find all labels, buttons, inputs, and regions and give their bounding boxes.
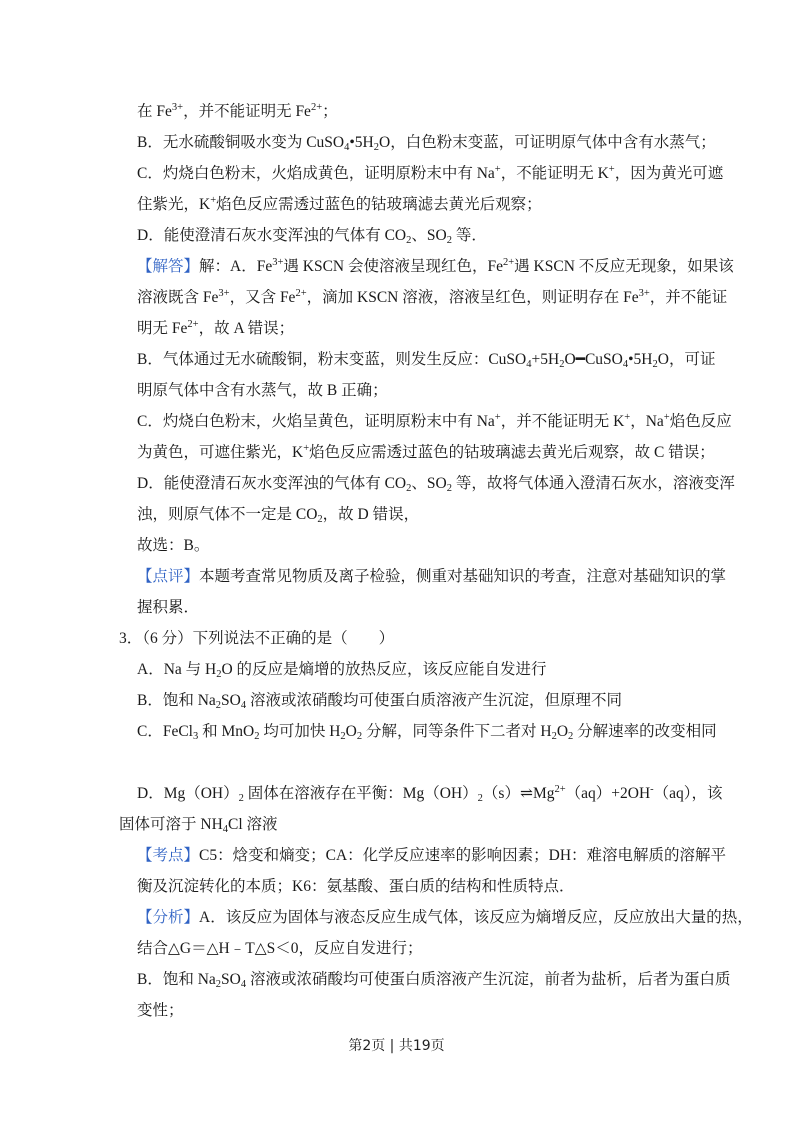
text-line bbox=[0, 313, 793, 344]
subscript: 2 bbox=[568, 731, 574, 742]
text-segment: 、SO bbox=[411, 475, 447, 492]
text-segment: 固体可溶于 NH bbox=[119, 816, 223, 833]
text-segment: 焰色反应 bbox=[669, 413, 732, 430]
subscript: 4 bbox=[622, 359, 629, 370]
text-line bbox=[0, 406, 793, 437]
subscript: 2 bbox=[406, 483, 412, 494]
text-segment: C5：焓变和熵变；CA：化学反应速率的影响因素；DH：难溶电解质的溶解平 bbox=[199, 847, 727, 864]
text-line bbox=[0, 592, 793, 623]
superscript: + bbox=[663, 412, 670, 423]
superscript: 2+ bbox=[554, 784, 566, 795]
text-segment: ，并不能证 bbox=[649, 289, 728, 306]
subscript: 4 bbox=[240, 700, 247, 711]
subscript: 2 bbox=[652, 359, 658, 370]
text-line bbox=[0, 840, 793, 871]
text-line bbox=[0, 437, 793, 468]
text-segment: D．Mg（OH） bbox=[137, 785, 239, 802]
subscript: 2 bbox=[254, 731, 260, 742]
text-segment: B．气体通过无水硫酸铜，粉末变蓝，则发生反应：CuSO bbox=[137, 351, 527, 368]
text-segment: 解：A．Fe bbox=[199, 258, 273, 275]
text-line bbox=[0, 158, 793, 189]
text-segment: 溶液或浓硝酸均可使蛋白质溶液产生沉淀，前者为盐析，后者为蛋白质 bbox=[246, 971, 731, 988]
text-segment: ； bbox=[322, 103, 338, 120]
text-segment: 住紫光，K bbox=[137, 196, 211, 213]
section-label: 【点评】 bbox=[137, 568, 200, 585]
text-segment: A．Na 与 H bbox=[137, 661, 217, 678]
subscript: 2 bbox=[340, 731, 346, 742]
text-segment: C．FeCl bbox=[137, 723, 193, 740]
text-segment: 分解，同等条件下二者对 H bbox=[362, 723, 552, 740]
text-segment: 焰色反应需透过蓝色的钴玻璃滤去黄光后观察，故 C 错误； bbox=[309, 444, 715, 461]
subscript: 2 bbox=[551, 731, 557, 742]
text-segment: ，Na bbox=[630, 413, 664, 430]
subscript: 2 bbox=[215, 979, 222, 990]
text-segment: O bbox=[345, 723, 357, 740]
subscript: 2 bbox=[317, 514, 323, 525]
text-segment: A．该反应为固体与液态反应生成气体，该反应为熵增反应，反应放出大量的热， bbox=[199, 909, 753, 926]
subscript: 2 bbox=[216, 669, 222, 680]
text-segment: ，故 D 错误， bbox=[322, 506, 420, 523]
subscript: 3 bbox=[192, 731, 199, 742]
text-segment: O━CuSO bbox=[564, 351, 623, 368]
text-segment: 为黄色，可遮住紫光，K bbox=[137, 444, 304, 461]
text-segment: （s）⇌Mg bbox=[482, 785, 555, 802]
superscript: 3+ bbox=[272, 257, 284, 268]
text-line bbox=[0, 623, 793, 654]
text-segment: （aq），该 bbox=[653, 785, 723, 802]
text-segment: 浊，则原气体不一定是 CO bbox=[137, 506, 318, 523]
text-line bbox=[0, 778, 793, 809]
text-line bbox=[0, 654, 793, 685]
text-segment: 等，故将气体通入澄清石灰水，溶液变浑 bbox=[451, 475, 735, 492]
text-segment: ，又含 Fe bbox=[229, 289, 296, 306]
subscript: 4 bbox=[344, 142, 350, 153]
text-segment: 故选：B。 bbox=[137, 537, 210, 554]
text-segment: 3．（6 分）下列说法不正确的是（ ） bbox=[119, 630, 395, 647]
text-segment: 明原气体中含有水蒸气，故 B 正确； bbox=[137, 382, 388, 399]
section-label: 【解答】 bbox=[137, 258, 200, 275]
superscript: + bbox=[210, 195, 217, 206]
text-line bbox=[0, 995, 793, 1026]
text-segment: +5H bbox=[531, 351, 560, 368]
subscript: 2 bbox=[446, 483, 452, 494]
text-segment: 和 MnO bbox=[198, 723, 255, 740]
text-segment: B．饱和 Na bbox=[137, 971, 216, 988]
text-segment: O，白色粉末变蓝，可证明原气体中含有水蒸气； bbox=[379, 134, 716, 151]
text-segment: 固体在溶液存在平衡：Mg（OH） bbox=[243, 785, 478, 802]
page-footer: 第2页 | 共19页 bbox=[348, 1038, 445, 1054]
subscript: 4 bbox=[526, 359, 532, 370]
superscript: 3+ bbox=[218, 288, 230, 299]
text-segment: 遇 KSCN 不反应无现象，如果该 bbox=[514, 258, 734, 275]
text-line bbox=[0, 933, 793, 964]
superscript: + bbox=[624, 412, 631, 423]
text-line bbox=[0, 747, 793, 778]
subscript: 4 bbox=[222, 824, 229, 835]
subscript: 2 bbox=[215, 700, 222, 711]
text-segment: SO bbox=[221, 692, 241, 709]
text-line bbox=[0, 375, 793, 406]
text-segment: 溶液既含 Fe bbox=[137, 289, 219, 306]
text-line bbox=[0, 902, 793, 933]
superscript: 2+ bbox=[310, 102, 323, 113]
text-segment: （aq）+2OH bbox=[565, 785, 651, 802]
text-segment: •5H bbox=[349, 134, 374, 151]
text-segment: 本题考查常见物质及离子检验，侧重对基础知识的考查，注意对基础知识的掌 bbox=[199, 568, 727, 585]
text-segment: B．饱和 Na bbox=[137, 692, 216, 709]
text-line bbox=[0, 964, 793, 995]
superscript: + bbox=[608, 164, 615, 175]
subscript: 2 bbox=[238, 793, 244, 804]
text-line bbox=[0, 871, 793, 902]
text-segment: SO bbox=[221, 971, 241, 988]
text-segment: ，滴加 KSCN 溶液，溶液呈红色，则证明存在 Fe bbox=[306, 289, 639, 306]
text-line bbox=[0, 499, 793, 530]
text-segment: 明无 Fe bbox=[137, 320, 188, 337]
superscript: + bbox=[303, 443, 310, 454]
superscript: + bbox=[494, 164, 501, 175]
text-segment: D．能使澄清石灰水变浑浊的气体有 CO bbox=[137, 227, 407, 244]
subscript: 2 bbox=[446, 235, 452, 246]
text-line bbox=[0, 685, 793, 716]
text-segment: 均可加快 H bbox=[259, 723, 341, 740]
subscript: 2 bbox=[559, 359, 565, 370]
text-segment: 焰色反应需透过蓝色的钴玻璃滤去黄光后观察； bbox=[216, 196, 542, 213]
text-line bbox=[0, 282, 793, 313]
text-line bbox=[0, 96, 793, 127]
text-segment: C．灼烧白色粉末，火焰呈黄色，证明原粉末中有 Na bbox=[137, 413, 495, 430]
superscript: + bbox=[494, 412, 501, 423]
subscript: 2 bbox=[373, 142, 379, 153]
text-segment: 溶液或浓硝酸均可使蛋白质溶液产生沉淀，但原理不同 bbox=[246, 692, 623, 709]
section-label: 【考点】 bbox=[137, 847, 200, 864]
text-segment: 等． bbox=[451, 227, 487, 244]
subscript: 2 bbox=[356, 731, 363, 742]
text-segment: Cl 溶液 bbox=[228, 816, 278, 833]
text-line bbox=[0, 561, 793, 592]
text-segment: O 的反应是熵增的放热反应，该反应能自发进行 bbox=[221, 661, 547, 678]
text-segment: 衡及沉淀转化的本质；K6：氨基酸、蛋白质的结构和性质特点． bbox=[137, 878, 575, 895]
text-line bbox=[0, 344, 793, 375]
text-segment: O，可证 bbox=[657, 351, 716, 368]
section-label: 【分析】 bbox=[137, 909, 200, 926]
superscript: - bbox=[650, 784, 654, 795]
text-line bbox=[0, 251, 793, 282]
text-line bbox=[0, 530, 793, 561]
text-segment: O bbox=[556, 723, 569, 740]
text-segment: 分解速率的改变相同 bbox=[573, 723, 717, 740]
text-segment: ，不能证明无 K bbox=[500, 165, 609, 182]
text-segment: 握积累． bbox=[137, 599, 200, 616]
text-segment: 变性； bbox=[137, 1002, 184, 1019]
superscript: 3+ bbox=[638, 288, 650, 299]
text-segment: 在 Fe bbox=[137, 103, 172, 120]
text-segment: B．无水硫酸铜吸水变为 CuSO bbox=[137, 134, 345, 151]
superscript: 2+ bbox=[503, 257, 515, 268]
text-segment: 、SO bbox=[411, 227, 447, 244]
superscript: 2+ bbox=[187, 319, 199, 330]
document-body bbox=[0, 96, 793, 1026]
text-line bbox=[0, 127, 793, 158]
subscript: 4 bbox=[240, 979, 247, 990]
text-segment: ，故 A 错误； bbox=[198, 320, 295, 337]
text-line bbox=[0, 220, 793, 251]
text-segment: ，因为黄光可遮 bbox=[614, 165, 724, 182]
superscript: 3+ bbox=[171, 102, 184, 113]
subscript: 2 bbox=[477, 793, 483, 804]
text-line bbox=[0, 468, 793, 499]
text-line bbox=[0, 809, 793, 840]
text-segment: •5H bbox=[628, 351, 653, 368]
text-segment: ，并不能证明无 Fe bbox=[183, 103, 311, 120]
text-line bbox=[0, 189, 793, 220]
text-segment: 遇 KSCN 会使溶液呈现红色，Fe bbox=[283, 258, 503, 275]
subscript: 2 bbox=[406, 235, 412, 246]
superscript: 2+ bbox=[295, 288, 307, 299]
text-line bbox=[0, 716, 793, 747]
text-segment: 结合△G＝△H﹣T△S＜0，反应自发进行； bbox=[137, 940, 423, 957]
text-segment: D．能使澄清石灰水变浑浊的气体有 CO bbox=[137, 475, 407, 492]
text-segment: ，并不能证明无 K bbox=[500, 413, 625, 430]
text-segment: C．灼烧白色粉末，火焰成黄色，证明原粉末中有 Na bbox=[137, 165, 495, 182]
